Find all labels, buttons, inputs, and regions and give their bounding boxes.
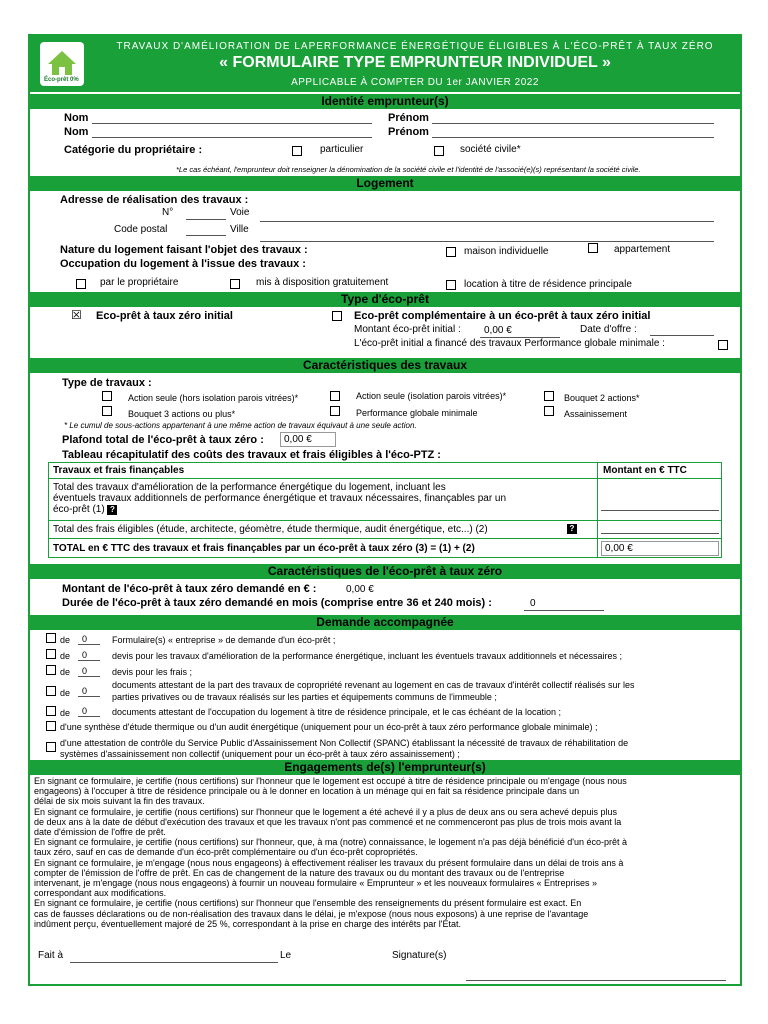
location-label: location à titre de résidence principale (464, 279, 632, 290)
nature-label: Nature du logement faisant l'objet des travaux : (60, 244, 308, 256)
prenom-input-1[interactable] (432, 123, 714, 124)
row1-line2: éventuels travaux additionnels de performance énergétique et travaux nécessaires, finançables par un (53, 493, 507, 504)
performance-initial-checkbox[interactable] (718, 340, 728, 350)
plafond-label: Plafond total de l'éco-prêt à taux zéro : (62, 434, 264, 446)
montant-initial-input[interactable]: 0,00 € (484, 325, 512, 336)
nom-input-2[interactable] (92, 137, 372, 138)
demande-item6-label: d'une synthèse d'étude thermique ou d'un audit énergétique (uniquement pour un éco-prêt à taux zéro performance globale minimale) ; (60, 722, 598, 732)
date-offre-label: Date d'offre : (580, 324, 637, 335)
quantite-line-2 (78, 660, 100, 661)
demande-item3-label: devis pour les frais ; (112, 667, 193, 677)
code-postal-input[interactable] (186, 235, 226, 236)
quantite-input-3[interactable]: 0 (82, 666, 88, 676)
section-logement-title: Logement (30, 176, 740, 191)
opt3-checkbox[interactable] (544, 391, 554, 401)
row1-line3 (53, 504, 506, 515)
tableau-title: Tableau récapitulatif des coûts des travaux et frais éligibles à l'éco-PTZ : (62, 449, 441, 461)
opt4-label: Bouquet 3 actions ou plus* (128, 409, 236, 419)
voie-label: Voie (230, 207, 250, 218)
date-offre-input[interactable] (650, 335, 714, 336)
eng-line: En signant ce formulaire, je m'engage (nous nous engageons) à effectivement réaliser les travaux du présent formulaire dans un délai de trois ans à (34, 857, 624, 868)
section-type-pret-title: Type d'éco-prêt (30, 292, 740, 307)
societe-civile-checkbox[interactable] (434, 146, 444, 156)
code-postal-label: Code postal (114, 224, 168, 235)
demande-item1-checkbox[interactable] (46, 633, 56, 643)
section-demande-title: Demande accompagnée (30, 615, 740, 630)
opt6-label: Assainissement (564, 409, 628, 419)
eng-line: indûment perçu, éventuellement majoré de 25 %, correspondant à la prise en charge des intérêts par l'État. (34, 918, 461, 929)
travaux-note: * Le cumul de sous-actions appartenant à une même action de travaux équivaut à une seule action. (64, 421, 417, 430)
eng-line: engageons) à l'occuper à titre de résidence principale ou à le donner en location à un ménage qui en fait sa résidence principale dans un (34, 786, 580, 797)
demande-item4-checkbox[interactable] (46, 686, 56, 696)
appartement-label: appartement (614, 244, 671, 255)
maison-checkbox[interactable] (446, 247, 456, 257)
quantite-input-5[interactable]: 0 (82, 706, 88, 716)
form-header (30, 36, 740, 92)
signature-input[interactable] (466, 980, 726, 981)
eng-line: En signant ce formulaire, je certifie (nous certifions) sur l'honneur, que, à ma (notre) connaissance, le logement n'a pas déjà bénéficié d'un éco-prêt à (34, 837, 627, 848)
identite-note: *Le cas échéant, l'emprunteur doit renseigner la dénomination de la société civile et l'identité de l'associé(e)(s) représentant la société civile. (176, 165, 641, 174)
montant-demande-input[interactable]: 0,00 € (346, 584, 374, 595)
numero-label: N° (162, 207, 174, 218)
eng-line: compter de l'émission de l'offre de prêt. En cas de changement de la nature des travaux ou du montant des travaux ou de l'entreprise (34, 867, 565, 878)
opt5-checkbox[interactable] (330, 406, 340, 416)
demande-item1-label: Formulaire(s) « entreprise » de demande d'un éco-prêt ; (112, 635, 336, 645)
section-carac-pret-title: Caractéristiques de l'éco-prêt à taux zéro (30, 564, 740, 579)
ville-label: Ville (230, 224, 249, 235)
opt4-checkbox[interactable] (102, 406, 112, 416)
eng-line: date d'émission de l'offre de prêt. (34, 827, 166, 838)
type-travaux-label: Type de travaux : (62, 377, 152, 389)
row2-label: Total des frais éligibles (étude, architecte, géomètre, étude thermique, audit énergétique, etc...) (2) (53, 524, 488, 535)
quantite-line-3 (78, 676, 100, 677)
categorie-label: Catégorie du propriétaire : (64, 144, 203, 156)
demande-item7-checkbox[interactable] (46, 742, 56, 752)
section-identite-title: Identité emprunteur(s) (30, 94, 740, 109)
eng-line: taux zéro, sauf en cas de demande d'un éco-prêt complémentaire ou d'un éco-prêt copropriétés. (34, 847, 418, 858)
eng-line: En signant ce formulaire, je certifie (nous certifions) sur l'honneur que le logement a été achevé il y a plus de deux ans ou sera achevé depuis plus (34, 806, 618, 817)
quantite-input-2[interactable]: 0 (82, 650, 88, 660)
help-icon-1[interactable]: ? (107, 505, 117, 515)
nom-label-1: Nom (64, 112, 89, 124)
opt1-checkbox[interactable] (102, 391, 112, 401)
le-label: Le (280, 950, 292, 961)
particulier-label: particulier (320, 144, 364, 155)
row2-input[interactable] (601, 533, 719, 534)
gratuit-checkbox[interactable] (230, 279, 240, 289)
eng-line: En signant ce formulaire, je certifie (nous certifions) sur l'honneur que l'ensemble des renseignements du présent formulaire est exact. En (34, 898, 582, 909)
gratuit-label: mis à disposition gratuitement (256, 277, 389, 288)
proprietaire-checkbox[interactable] (76, 279, 86, 289)
montant-initial-label: Montant éco-prêt initial : (354, 324, 461, 335)
demande-item7-label-2: systèmes d'assainissement non collectif (uniquement pour un éco-prêt à taux zéro assainissement) ; (60, 749, 460, 759)
form-frame (28, 34, 742, 986)
row1-line3-text: éco-prêt (1) (53, 504, 105, 515)
demande-item4-label-2: parties privatives ou de travaux réalisés sur les parties et équipements communs de l'immeuble ; (112, 692, 497, 702)
eng-line: cas de fausses déclarations ou de non-réalisation des travaux dans le délai, je m'expose (nous nous exposons) à une reprise de l'avantage (34, 908, 589, 919)
ville-input[interactable] (260, 241, 714, 242)
demande-item7-label-1: d'une attestation de contrôle du Service Public d'Assainissement Non Collectif (SPANC) établissant la nécessité de travaux de réhabilitation de (60, 738, 629, 748)
total-label: TOTAL en € TTC des travaux et frais finançables par un éco-prêt à taux zéro (3) = (1) + (2) (53, 543, 475, 554)
initial-checkbox[interactable]: ☒ (71, 308, 82, 322)
occupation-label: Occupation du logement à l'issue des travaux : (60, 258, 306, 270)
total-value: 0,00 € (601, 541, 719, 556)
fait-a-label: Fait à (38, 950, 64, 961)
col-travaux-header: Travaux et frais finançables (53, 465, 185, 476)
prenom-input-2[interactable] (432, 137, 714, 138)
plafond-input[interactable]: 0,00 € (280, 432, 336, 447)
eng-line: correspondant aux modifications. (34, 888, 167, 899)
prenom-label-1: Prénom (388, 112, 429, 124)
proprietaire-label: par le propriétaire (100, 277, 179, 288)
duree-input[interactable]: 0 (530, 598, 536, 609)
demande-item2-label: devis pour les travaux d'amélioration de la performance énergétique, incluant les éventuels travaux additionnels et nécessaires ; (112, 651, 623, 661)
duree-label: Durée de l'éco-prêt à taux zéro demandé en mois (comprise entre 36 et 240 mois) : (62, 597, 492, 609)
performance-initial-label: L'éco-prêt initial a financé des travaux Performance globale minimale : (354, 338, 665, 349)
de-label-5: de (60, 708, 71, 718)
demande-item5-checkbox[interactable] (46, 706, 56, 716)
demande-item3-checkbox[interactable] (46, 665, 56, 675)
numero-input[interactable] (186, 219, 226, 220)
demande-item4-label-1: documents attestant de la part des travaux de copropriété revenant au logement en cas de travaux d'intérêt collectif réalisés sur les (112, 680, 635, 690)
engagements-text (34, 776, 736, 929)
de-label-2: de (60, 651, 71, 661)
demande-item5-label: documents attestant de l'occupation du logement à titre de résidence principale, et le cas échéant de la location ; (112, 707, 561, 717)
demande-item6-checkbox[interactable] (46, 721, 56, 731)
header-line1: TRAVAUX D'AMÉLIORATION DE LAPERFORMANCE ÉNERGÉTIQUE ÉLIGIBLES À L'ÉCO-PRÊT À TAUX ZÉRO (116, 41, 714, 52)
opt2-label: Action seule (isolation parois vitrées)* (356, 391, 507, 401)
eng-line: intervenant, je m'engage (nous nous engageons) à fournir un nouveau formulaire « Emprunteur » et les nouveaux formulaires « Entreprises » (34, 878, 598, 889)
de-label-3: de (60, 667, 71, 677)
help-icon-2[interactable]: ? (567, 524, 577, 534)
quantite-line-1 (78, 644, 100, 645)
initial-label: Eco-prêt à taux zéro initial (96, 310, 233, 322)
eco-pret-logo (40, 42, 84, 86)
montant-demande-label: Montant de l'éco-prêt à taux zéro demandé en € : (62, 583, 317, 595)
appartement-checkbox[interactable] (588, 243, 598, 253)
row1-line1: Total des travaux d'amélioration de la performance énergétique du logement, incluant les (53, 482, 446, 493)
nom-input-1[interactable] (92, 123, 372, 124)
couts-table (48, 462, 722, 558)
section-travaux-title: Caractéristiques des travaux (30, 358, 740, 373)
logo-text: Éco-prêt 0% (44, 77, 79, 83)
section-engagements-title: Engagements de(s) l'emprunteur(s) (30, 760, 740, 775)
fait-a-input[interactable] (70, 962, 278, 963)
header-line3: APPLICABLE À COMPTER DU 1er JANVIER 2022 (291, 77, 539, 88)
quantite-input-1[interactable]: 0 (82, 634, 88, 644)
eng-line: En signant ce formulaire, je certifie (nous certifions) sur l'honneur que le logement est occupé à titre de résidence principale ou m'engage (nous nous (34, 776, 627, 786)
eng-line: de deux ans à la date de début d'exécution des travaux et que les travaux n'ont pas commencé et ne commenceront pas plus de trois mois avant la (34, 816, 622, 827)
eng-line: délai de six mois suivant la fin des travaux. (34, 796, 205, 807)
quantite-input-4[interactable]: 0 (82, 686, 88, 696)
col-montant-header: Montant en € TTC (603, 465, 687, 476)
prenom-label-2: Prénom (388, 126, 429, 138)
adresse-label: Adresse de réalisation des travaux : (60, 194, 249, 206)
opt6-checkbox[interactable] (544, 406, 554, 416)
location-checkbox[interactable] (446, 280, 456, 290)
opt2-checkbox[interactable] (330, 391, 340, 401)
complementaire-label: Eco-prêt complémentaire à un éco-prêt à taux zéro initial (354, 310, 651, 322)
de-label-1: de (60, 635, 71, 645)
complementaire-checkbox[interactable] (332, 311, 342, 321)
opt3-label: Bouquet 2 actions* (564, 393, 640, 403)
maison-label: maison individuelle (464, 246, 549, 257)
form-title: « FORMULAIRE TYPE EMPRUNTEUR INDIVIDUEL » (219, 54, 611, 71)
demande-item2-checkbox[interactable] (46, 649, 56, 659)
de-label-4: de (60, 688, 71, 698)
nom-label-2: Nom (64, 126, 89, 138)
row1-label (53, 482, 506, 515)
societe-civile-label: société civile* (460, 144, 521, 155)
voie-input[interactable] (260, 221, 714, 222)
duree-line (524, 610, 604, 611)
quantite-line-4 (78, 696, 100, 697)
row1-input[interactable] (601, 510, 719, 511)
quantite-line-5 (78, 716, 100, 717)
opt1-label: Action seule (hors isolation parois vitrées)* (128, 393, 299, 403)
opt5-label: Performance globale minimale (356, 408, 478, 418)
particulier-checkbox[interactable] (292, 146, 302, 156)
signature-label: Signature(s) (392, 950, 447, 961)
